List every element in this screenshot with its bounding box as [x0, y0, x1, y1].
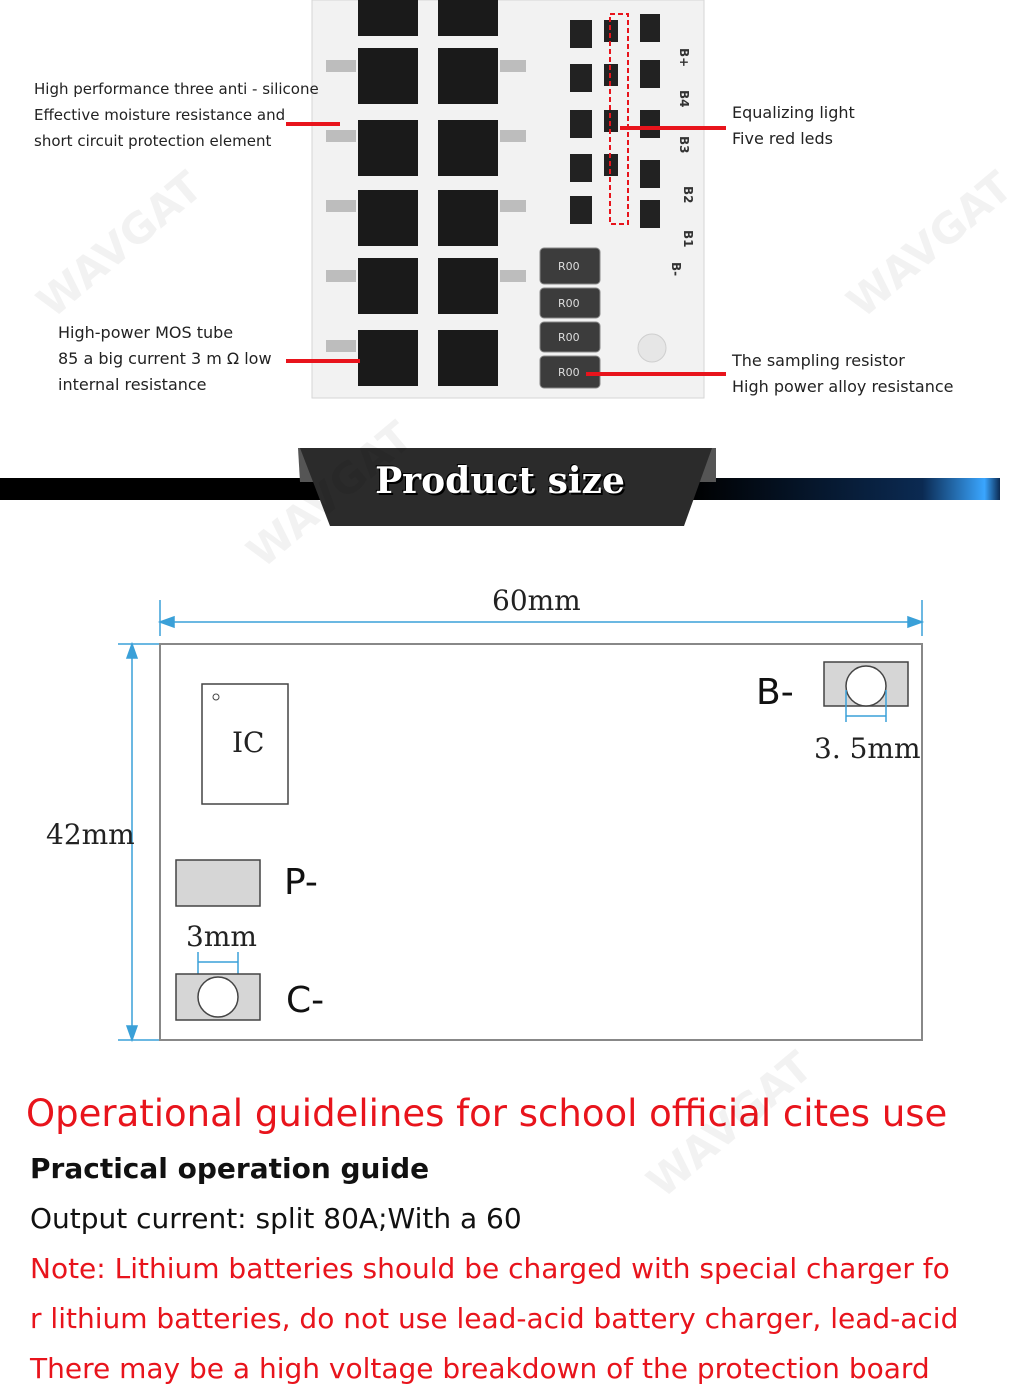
resistor-label: R00	[558, 331, 580, 344]
note-line-3: There may be a high voltage breakdown of the protection board	[30, 1352, 930, 1385]
guide-title: Operational guidelines for school official cites use	[26, 1092, 948, 1135]
annotation-line: Equalizing light	[732, 103, 855, 122]
width-dimension-label: 60mm	[492, 584, 581, 617]
b-minus-hole	[846, 666, 886, 706]
mounting-hole	[638, 334, 666, 362]
p-minus-label: P-	[284, 862, 318, 903]
board-label-b1: B1	[681, 230, 695, 248]
annotation-line: internal resistance	[58, 375, 207, 394]
b-minus-label: B-	[756, 672, 794, 713]
height-dimension-label: 42mm	[46, 818, 135, 851]
resistor-label: R00	[558, 366, 580, 379]
board-label-b-minus: B-	[669, 262, 683, 277]
board-label-b-plus: B+	[677, 48, 691, 68]
watermark: WAVGAT	[637, 1041, 822, 1208]
annotation-mos	[58, 320, 272, 398]
annotation-line: 85 a big current 3 m Ω low	[58, 349, 272, 368]
resistor-label: R00	[558, 297, 580, 310]
ic-label: IC	[232, 726, 265, 759]
note-line-1: Note: Lithium batteries should be charged with special charger fo	[30, 1252, 950, 1285]
hole-b-diameter-label: 3. 5mm	[814, 732, 921, 765]
annotation-line: High power alloy resistance	[732, 377, 954, 396]
note-line-2: r lithium batteries, do not use lead-acid battery charger, lead-acid	[30, 1302, 959, 1335]
annotation-leds	[732, 100, 855, 152]
p-minus-pad	[176, 860, 260, 906]
annotation-silicone	[34, 76, 319, 154]
watermark: WAVGAT	[27, 161, 212, 328]
board-label-b3: B3	[677, 136, 691, 154]
annotation-line: Effective moisture resistance and	[34, 106, 286, 124]
output-current-line: Output current: split 80A;With a 60	[30, 1202, 522, 1235]
banner-title: Product size	[375, 460, 625, 502]
resistor-label: R00	[558, 260, 580, 273]
dimension-drawing	[0, 560, 1000, 1060]
annotation-line: The sampling resistor	[732, 351, 905, 370]
annotation-resistor	[732, 348, 953, 400]
watermark: WAVGAT	[837, 161, 1021, 328]
board-label-b2: B2	[681, 186, 695, 204]
c-minus-hole	[198, 977, 238, 1017]
board-label-b4: B4	[677, 90, 691, 108]
annotation-line: High-power MOS tube	[58, 323, 234, 342]
hole-c-diameter-label: 3mm	[186, 920, 257, 953]
annotation-line: High performance three anti - silicone	[34, 80, 319, 98]
annotation-line: short circuit protection element	[34, 132, 272, 150]
c-minus-label: C-	[286, 980, 325, 1021]
guide-subtitle: Practical operation guide	[30, 1152, 430, 1185]
annotation-line: Five red leds	[732, 129, 833, 148]
